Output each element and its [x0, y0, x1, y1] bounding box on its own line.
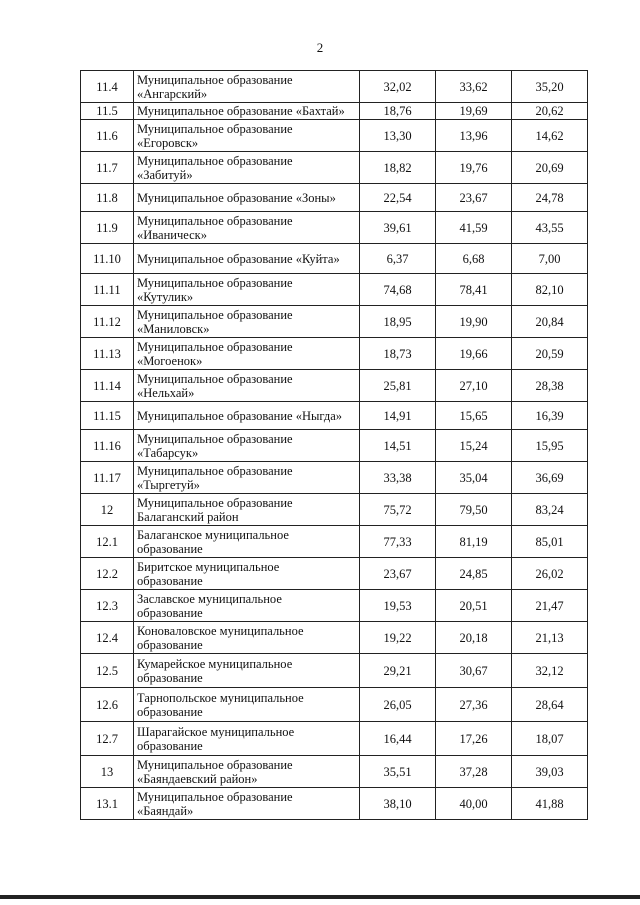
value-2-cell: 27,10: [436, 370, 512, 402]
table-row: [81, 370, 588, 402]
value-1-cell: 19,22: [360, 622, 436, 654]
value-2-cell: 40,00: [436, 788, 512, 820]
municipality-name-cell: Муниципальное образование «Могоенок»: [134, 338, 360, 370]
table-row: [81, 494, 588, 526]
municipality-name-cell: Муниципальное образование «Ангарский»: [134, 71, 360, 103]
table-row: [81, 558, 588, 590]
value-3-cell: 7,00: [512, 244, 588, 274]
value-1-cell: 18,73: [360, 338, 436, 370]
row-number-cell: 11.6: [81, 120, 134, 152]
municipality-name-cell: Тарнопольское муниципальное образование: [134, 688, 360, 722]
row-number-cell: 12.3: [81, 590, 134, 622]
table-row: [81, 622, 588, 654]
table-row: [81, 402, 588, 430]
value-2-cell: 24,85: [436, 558, 512, 590]
value-2-cell: 27,36: [436, 688, 512, 722]
value-1-cell: 18,76: [360, 103, 436, 120]
data-table: [80, 70, 588, 820]
value-1-cell: 77,33: [360, 526, 436, 558]
value-3-cell: 15,95: [512, 430, 588, 462]
value-1-cell: 19,53: [360, 590, 436, 622]
municipality-name-cell: Муниципальное образование Балаганский район: [134, 494, 360, 526]
row-number-cell: 12.7: [81, 722, 134, 756]
table-row: [81, 306, 588, 338]
table-row: [81, 71, 588, 103]
value-2-cell: 81,19: [436, 526, 512, 558]
table-row: [81, 212, 588, 244]
row-number-cell: 12.1: [81, 526, 134, 558]
value-1-cell: 14,91: [360, 402, 436, 430]
value-3-cell: 83,24: [512, 494, 588, 526]
value-3-cell: 18,07: [512, 722, 588, 756]
value-1-cell: 35,51: [360, 756, 436, 788]
value-3-cell: 16,39: [512, 402, 588, 430]
table-row: [81, 756, 588, 788]
row-number-cell: 11.11: [81, 274, 134, 306]
value-1-cell: 33,38: [360, 462, 436, 494]
row-number-cell: 13: [81, 756, 134, 788]
value-2-cell: 6,68: [436, 244, 512, 274]
value-1-cell: 25,81: [360, 370, 436, 402]
table-row: [81, 654, 588, 688]
row-number-cell: 11.4: [81, 71, 134, 103]
row-number-cell: 11.16: [81, 430, 134, 462]
row-number-cell: 11.15: [81, 402, 134, 430]
municipality-name-cell: Муниципальное образование «Маниловск»: [134, 306, 360, 338]
value-1-cell: 75,72: [360, 494, 436, 526]
municipality-name-cell: Муниципальное образование «Зоны»: [134, 184, 360, 212]
municipality-name-cell: Коноваловское муниципальное образование: [134, 622, 360, 654]
table-row: [81, 526, 588, 558]
value-1-cell: 23,67: [360, 558, 436, 590]
row-number-cell: 11.13: [81, 338, 134, 370]
value-1-cell: 26,05: [360, 688, 436, 722]
value-2-cell: 20,51: [436, 590, 512, 622]
municipality-name-cell: Биритское муниципальное образование: [134, 558, 360, 590]
value-2-cell: 23,67: [436, 184, 512, 212]
value-3-cell: 20,59: [512, 338, 588, 370]
value-3-cell: 28,64: [512, 688, 588, 722]
value-3-cell: 39,03: [512, 756, 588, 788]
value-1-cell: 18,95: [360, 306, 436, 338]
value-1-cell: 29,21: [360, 654, 436, 688]
value-1-cell: 74,68: [360, 274, 436, 306]
value-2-cell: 35,04: [436, 462, 512, 494]
value-3-cell: 85,01: [512, 526, 588, 558]
value-2-cell: 15,24: [436, 430, 512, 462]
value-3-cell: 21,47: [512, 590, 588, 622]
value-2-cell: 30,67: [436, 654, 512, 688]
row-number-cell: 12.4: [81, 622, 134, 654]
value-2-cell: 17,26: [436, 722, 512, 756]
value-3-cell: 21,13: [512, 622, 588, 654]
row-number-cell: 11.9: [81, 212, 134, 244]
table-row: [81, 120, 588, 152]
value-3-cell: 35,20: [512, 71, 588, 103]
value-3-cell: 43,55: [512, 212, 588, 244]
table-row: [81, 462, 588, 494]
value-1-cell: 18,82: [360, 152, 436, 184]
municipality-name-cell: Заславское муниципальное образование: [134, 590, 360, 622]
value-1-cell: 22,54: [360, 184, 436, 212]
municipality-name-cell: Муниципальное образование «Бахтай»: [134, 103, 360, 120]
row-number-cell: 12.5: [81, 654, 134, 688]
value-2-cell: 33,62: [436, 71, 512, 103]
table-row: [81, 103, 588, 120]
value-3-cell: 14,62: [512, 120, 588, 152]
municipality-name-cell: Кумарейское муниципальное образование: [134, 654, 360, 688]
municipality-name-cell: Муниципальное образование «Иваническ»: [134, 212, 360, 244]
table-row: [81, 430, 588, 462]
page-number: 2: [316, 40, 324, 55]
value-2-cell: 37,28: [436, 756, 512, 788]
row-number-cell: 13.1: [81, 788, 134, 820]
municipality-name-cell: Муниципальное образование «Ныгда»: [134, 402, 360, 430]
value-3-cell: 20,69: [512, 152, 588, 184]
table-row: [81, 590, 588, 622]
row-number-cell: 12: [81, 494, 134, 526]
value-2-cell: 19,90: [436, 306, 512, 338]
value-1-cell: 6,37: [360, 244, 436, 274]
row-number-cell: 11.7: [81, 152, 134, 184]
municipality-name-cell: Муниципальное образование «Табарсук»: [134, 430, 360, 462]
value-3-cell: 26,02: [512, 558, 588, 590]
municipality-name-cell: Муниципальное образование «Баяндаевский район»: [134, 756, 360, 788]
value-2-cell: 79,50: [436, 494, 512, 526]
row-number-cell: 11.10: [81, 244, 134, 274]
table-row: [81, 688, 588, 722]
municipality-name-cell: Муниципальное образование «Нельхай»: [134, 370, 360, 402]
municipality-name-cell: Муниципальное образование «Егоровск»: [134, 120, 360, 152]
municipality-name-cell: Муниципальное образование «Забитуй»: [134, 152, 360, 184]
row-number-cell: 12.6: [81, 688, 134, 722]
row-number-cell: 11.17: [81, 462, 134, 494]
table-row: [81, 184, 588, 212]
table-row: [81, 722, 588, 756]
value-3-cell: 20,62: [512, 103, 588, 120]
value-1-cell: 39,61: [360, 212, 436, 244]
value-2-cell: 41,59: [436, 212, 512, 244]
table-row: [81, 338, 588, 370]
value-3-cell: 36,69: [512, 462, 588, 494]
row-number-cell: 11.12: [81, 306, 134, 338]
value-1-cell: 16,44: [360, 722, 436, 756]
value-2-cell: 15,65: [436, 402, 512, 430]
value-3-cell: 28,38: [512, 370, 588, 402]
value-2-cell: 19,66: [436, 338, 512, 370]
value-1-cell: 13,30: [360, 120, 436, 152]
row-number-cell: 11.5: [81, 103, 134, 120]
value-2-cell: 78,41: [436, 274, 512, 306]
value-2-cell: 19,76: [436, 152, 512, 184]
value-1-cell: 14,51: [360, 430, 436, 462]
value-1-cell: 38,10: [360, 788, 436, 820]
value-3-cell: 24,78: [512, 184, 588, 212]
row-number-cell: 11.8: [81, 184, 134, 212]
row-number-cell: 11.14: [81, 370, 134, 402]
table-row: [81, 244, 588, 274]
value-3-cell: 32,12: [512, 654, 588, 688]
table-row: [81, 152, 588, 184]
municipality-name-cell: Муниципальное образование «Куйта»: [134, 244, 360, 274]
municipality-name-cell: Муниципальное образование «Баяндай»: [134, 788, 360, 820]
municipality-name-cell: Муниципальное образование «Кутулик»: [134, 274, 360, 306]
value-3-cell: 41,88: [512, 788, 588, 820]
table-row: [81, 274, 588, 306]
municipality-name-cell: Балаганское муниципальное образование: [134, 526, 360, 558]
municipality-name-cell: Шарагайское муниципальное образование: [134, 722, 360, 756]
value-2-cell: 20,18: [436, 622, 512, 654]
municipality-name-cell: Муниципальное образование «Тыргетуй»: [134, 462, 360, 494]
value-2-cell: 19,69: [436, 103, 512, 120]
value-1-cell: 32,02: [360, 71, 436, 103]
table-body: [81, 71, 588, 820]
row-number-cell: 12.2: [81, 558, 134, 590]
table-row: [81, 788, 588, 820]
value-2-cell: 13,96: [436, 120, 512, 152]
bottom-rule: [0, 895, 640, 899]
value-3-cell: 82,10: [512, 274, 588, 306]
value-3-cell: 20,84: [512, 306, 588, 338]
